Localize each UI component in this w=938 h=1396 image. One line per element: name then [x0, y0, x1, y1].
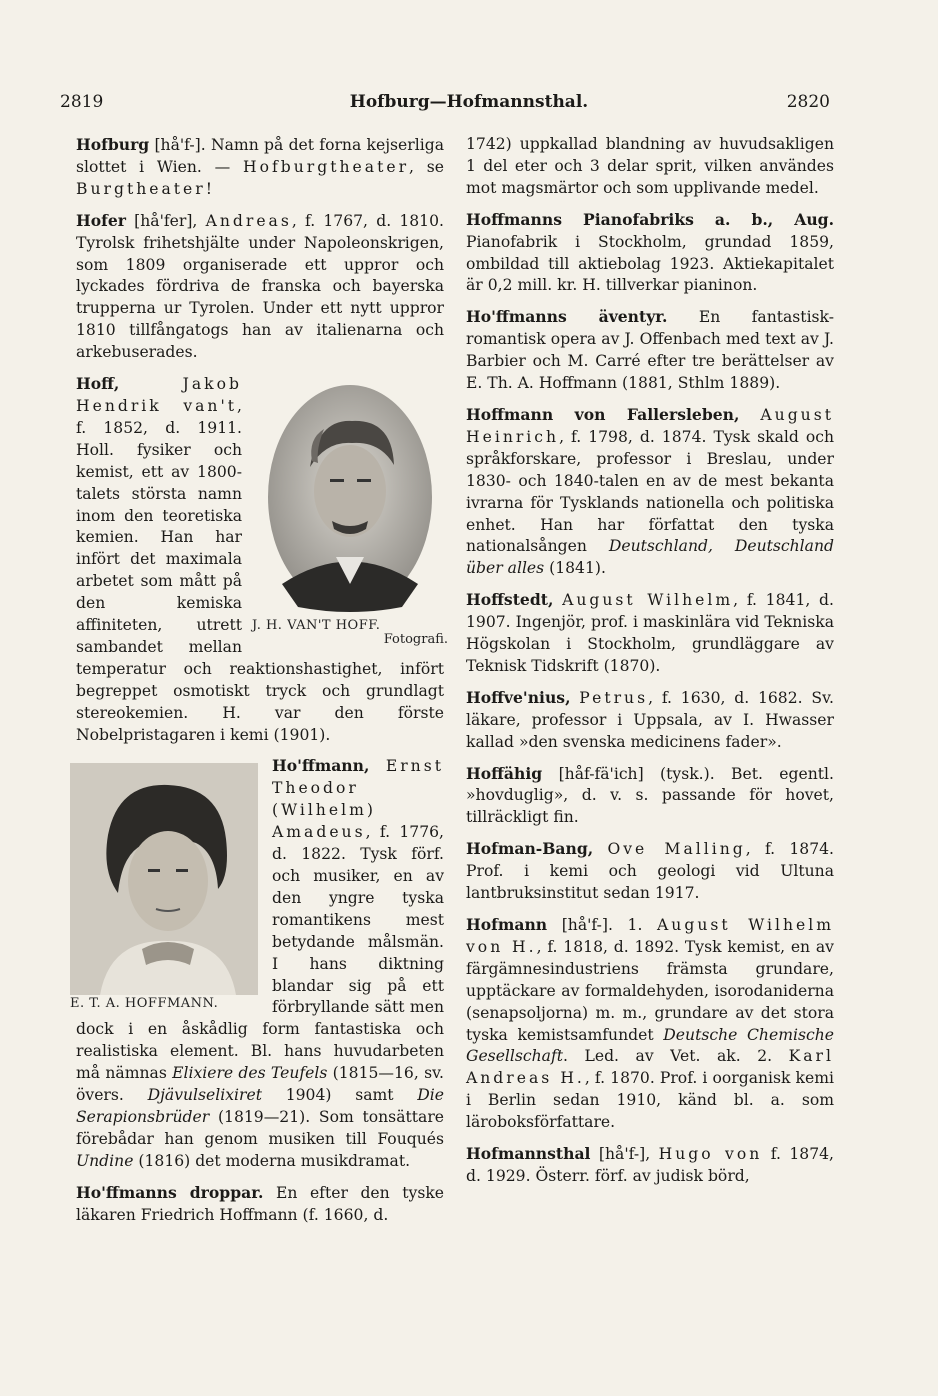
entry-text: , f. 1630, d. 1682. Sv. läkare, professor i Uppsala, av I. Hwasser kallad »den svenska medicinens fader». — [466, 688, 834, 751]
entry-droppar-continued — [466, 134, 834, 200]
figure-caption — [252, 619, 448, 647]
entry-hofman-bang — [466, 838, 834, 905]
spaced-text: Jakob Hendrik van't — [76, 375, 242, 415]
caption-name: J. H. VAN'T HOFF. — [252, 618, 381, 634]
running-header: Hofburg—Hofmannsthal. — [349, 92, 589, 112]
entry-hofburg — [76, 134, 444, 201]
entry-text: ! — [205, 179, 213, 198]
entry-text: , f. 1874. Prof. i kemi och geologi vid Ultuna lantbruksinstitut sedan 1917. — [466, 840, 834, 903]
entry-text: , se — [409, 157, 444, 176]
entry-text — [369, 757, 385, 775]
entry-text: (1841). — [544, 559, 606, 578]
entry-text: . Led. av Vet. ak. 2. — [563, 1047, 789, 1066]
headword: Hoffve'nius, — [466, 687, 571, 707]
entry-text — [119, 375, 182, 393]
italic-title: Djävulselixiret — [147, 1086, 262, 1105]
headword: Ho'ffmann, — [272, 756, 370, 776]
entry-text: (1816) det moderna musikdramat. — [133, 1151, 411, 1170]
spaced-text: Ove Malling — [607, 840, 746, 859]
entry-text: Pianofabrik i Stockholm, grundad 1859, ombildad till aktiebolag 1923. Aktiekapitalet är 0,2 mill. kr. H. tillverkar pianinon. — [466, 232, 834, 295]
spaced-text: Ernst Theodor (Wilhelm) Amadeus — [272, 757, 444, 842]
italic-title: Die Serapionsbrüder — [76, 1086, 444, 1126]
spaced-text: Burgtheater — [76, 179, 206, 198]
headword: Hoffähig — [466, 763, 543, 783]
portrait-eta-hoffmann-image — [70, 763, 258, 995]
italic-title: Undine — [76, 1151, 134, 1170]
headword: Hoffmann von Fallersleben, — [466, 404, 740, 424]
entry-text: (1815—16, sv. övers. — [76, 1064, 444, 1105]
entry-text: , f. 1870. Prof. i oorganisk kemi i Berlin sedan 1910, känd bl. a. som läroboksförfattare. — [466, 1069, 834, 1132]
entry-hoffmanns-droppar — [76, 1182, 444, 1227]
italic-title: Elixiere des Teufels — [172, 1064, 328, 1083]
entry-text — [739, 406, 760, 424]
headword: Hofman-Bang, — [466, 839, 594, 859]
entry-pianofabriks — [466, 209, 834, 298]
entry-text — [593, 840, 607, 858]
page-number-left: 2819 — [60, 92, 104, 112]
headword: Ho'ffmanns droppar. — [76, 1182, 264, 1202]
entry-text: , f. 1841, d. 1907. Ingenjör, prof. i maskinlära vid Tekniska Högskolan i Stockholm, grundläggare av Teknisk Tidskrift (1870). — [466, 591, 834, 675]
entry-hofer — [76, 210, 444, 364]
entry-hoffmann-eta — [70, 755, 444, 1172]
entry-hoffmanns-aventyr — [466, 306, 834, 395]
spaced-text: August Wilhelm — [562, 591, 734, 610]
entry-text: , f. 1818, d. 1892. Tysk kemist, en av färgämnesindustriens främsta grundare, upptäckare av formaldehyden, isorodaniderna (senapsoljorna) m. m., grundare av det stora tyska kemistsamfundet — [466, 937, 834, 1044]
entry-text: [hå'f-]. Namn på det forna kejserliga slottet i Wien. — — [76, 136, 444, 176]
entry-text: [håf-fä'ich] (tysk.). Bet. egentl. »hovduglig», d. v. s. passande för hovet, tillräckligt fin. — [466, 764, 834, 827]
headword: Hoff, — [76, 374, 120, 394]
entry-text: 1742) uppkallad blandning av huvudsakligen 1 del eter och 3 delar sprit, vilken användes mot magsmärtor och som upplivande medel. — [466, 135, 834, 197]
italic-title: Deutsche Chemische Gesellschaft — [466, 1025, 834, 1066]
spaced-text: Hugo von — [658, 1145, 763, 1164]
entry-text: f. 1874, d. 1929. Österr. förf. av judisk börd, — [466, 1145, 834, 1185]
headword: Hofburg — [76, 135, 150, 154]
entry-text: [hå'f-]. 1. — [547, 916, 658, 934]
figure-caption: E. T. A. HOFFMANN. — [70, 996, 219, 1012]
entry-fallersleben — [466, 404, 834, 580]
right-column — [466, 134, 834, 1188]
entry-hofmannsthal — [466, 1143, 834, 1188]
headword: Hoffstedt, — [466, 590, 554, 610]
spaced-text: Karl Andreas H. — [466, 1047, 834, 1088]
entry-text: , f. 1767, d. 1810. Tyrolsk frihetshjälte under Napoleonskrigen, som 1809 organiserade ett uppror och lyckades fördriva de franska och bayerska trupperna ur Tyrolen. Under ett nytt uppror 1810 tillfångatogs han av italienarna och arkebuserades. — [76, 211, 444, 362]
spaced-text: Petrus — [579, 688, 649, 707]
caption-credit: Fotografi. — [383, 632, 448, 648]
entry-hoff — [76, 373, 448, 746]
figure-vant-hoff — [252, 379, 448, 647]
entry-text: , f. 1798, d. 1874. Tysk skald och språkforskare, professor i Breslau, under 1830- och 1840-talen en av de mest bekanta ivrarna för Tysklands nationella och politiska enhet. Han har författat den tyska nationalsången — [466, 427, 834, 556]
spaced-text: Hofburgtheater — [243, 157, 410, 176]
page-number-right: 2820 — [786, 92, 830, 112]
spaced-text: August Heinrich — [466, 405, 834, 446]
entry-hoffstedt — [466, 589, 834, 678]
headword: Hofmann — [466, 915, 548, 934]
spaced-text: Andreas — [205, 211, 292, 230]
headword: Hoffmanns Pianofabriks a. b., Aug. — [466, 209, 834, 229]
portrait-vant-hoff-image — [252, 379, 448, 619]
entry-text: [hå'f-], — [590, 1145, 659, 1164]
entry-hoffvenius — [466, 687, 834, 754]
headword: Hofmannsthal — [466, 1144, 591, 1164]
entry-text: (1819—21). Som tonsättare förebådar han genom musiken till Fouqués — [76, 1107, 444, 1148]
entry-text — [553, 591, 562, 609]
entry-hofmann — [466, 914, 834, 1134]
headword: Ho'ffmanns äventyr. — [466, 307, 668, 327]
entry-text: En fantastisk-romantisk opera av J. Offenbach med text av J. Barbier och M. Carré efter tre berättelser av E. Th. A. Hoffmann (1881, Sthlm 1889). — [466, 308, 834, 393]
entry-text: [hå'fer], — [125, 211, 206, 230]
entry-hoffahig — [466, 763, 834, 830]
left-column — [70, 134, 448, 1227]
entry-text: En efter den tyske läkaren Friedrich Hoffmann (f. 1660, d. — [76, 1183, 444, 1224]
entry-text: , f. 1852, d. 1911. Holl. fysiker och kemist, ett av 1800-talets största namn inom den teoretiska kemien. Han har infört det maximala arbetet som mått på den kemiska affiniteten, utrett sambandet mellan temperatur och reaktionshastighet, infört begreppet osmotiskt tryck och grundlagt stereokemien. H. var den förste Nobelpristagaren i kemi (1901). — [76, 396, 444, 744]
figure-eta-hoffmann — [70, 763, 258, 1011]
italic-title: Deutschland, Deutschland über alles — [466, 537, 834, 578]
headword: Hofer — [76, 210, 126, 230]
spaced-text: August Wilhelm von H. — [466, 916, 834, 956]
entry-text — [571, 689, 580, 707]
entry-text: 1904) samt — [261, 1086, 418, 1105]
entry-text: , f. 1776, d. 1822. Tysk förf. och musiker, en av den yngre tyska romantikens mest betydande målsmän. I hans diktning blandar sig på ett förbryllande sätt men dock i en åskådlig form fantastiska och realistiska element. Bl. hans huvudarbeten må nämnas — [76, 823, 444, 1083]
